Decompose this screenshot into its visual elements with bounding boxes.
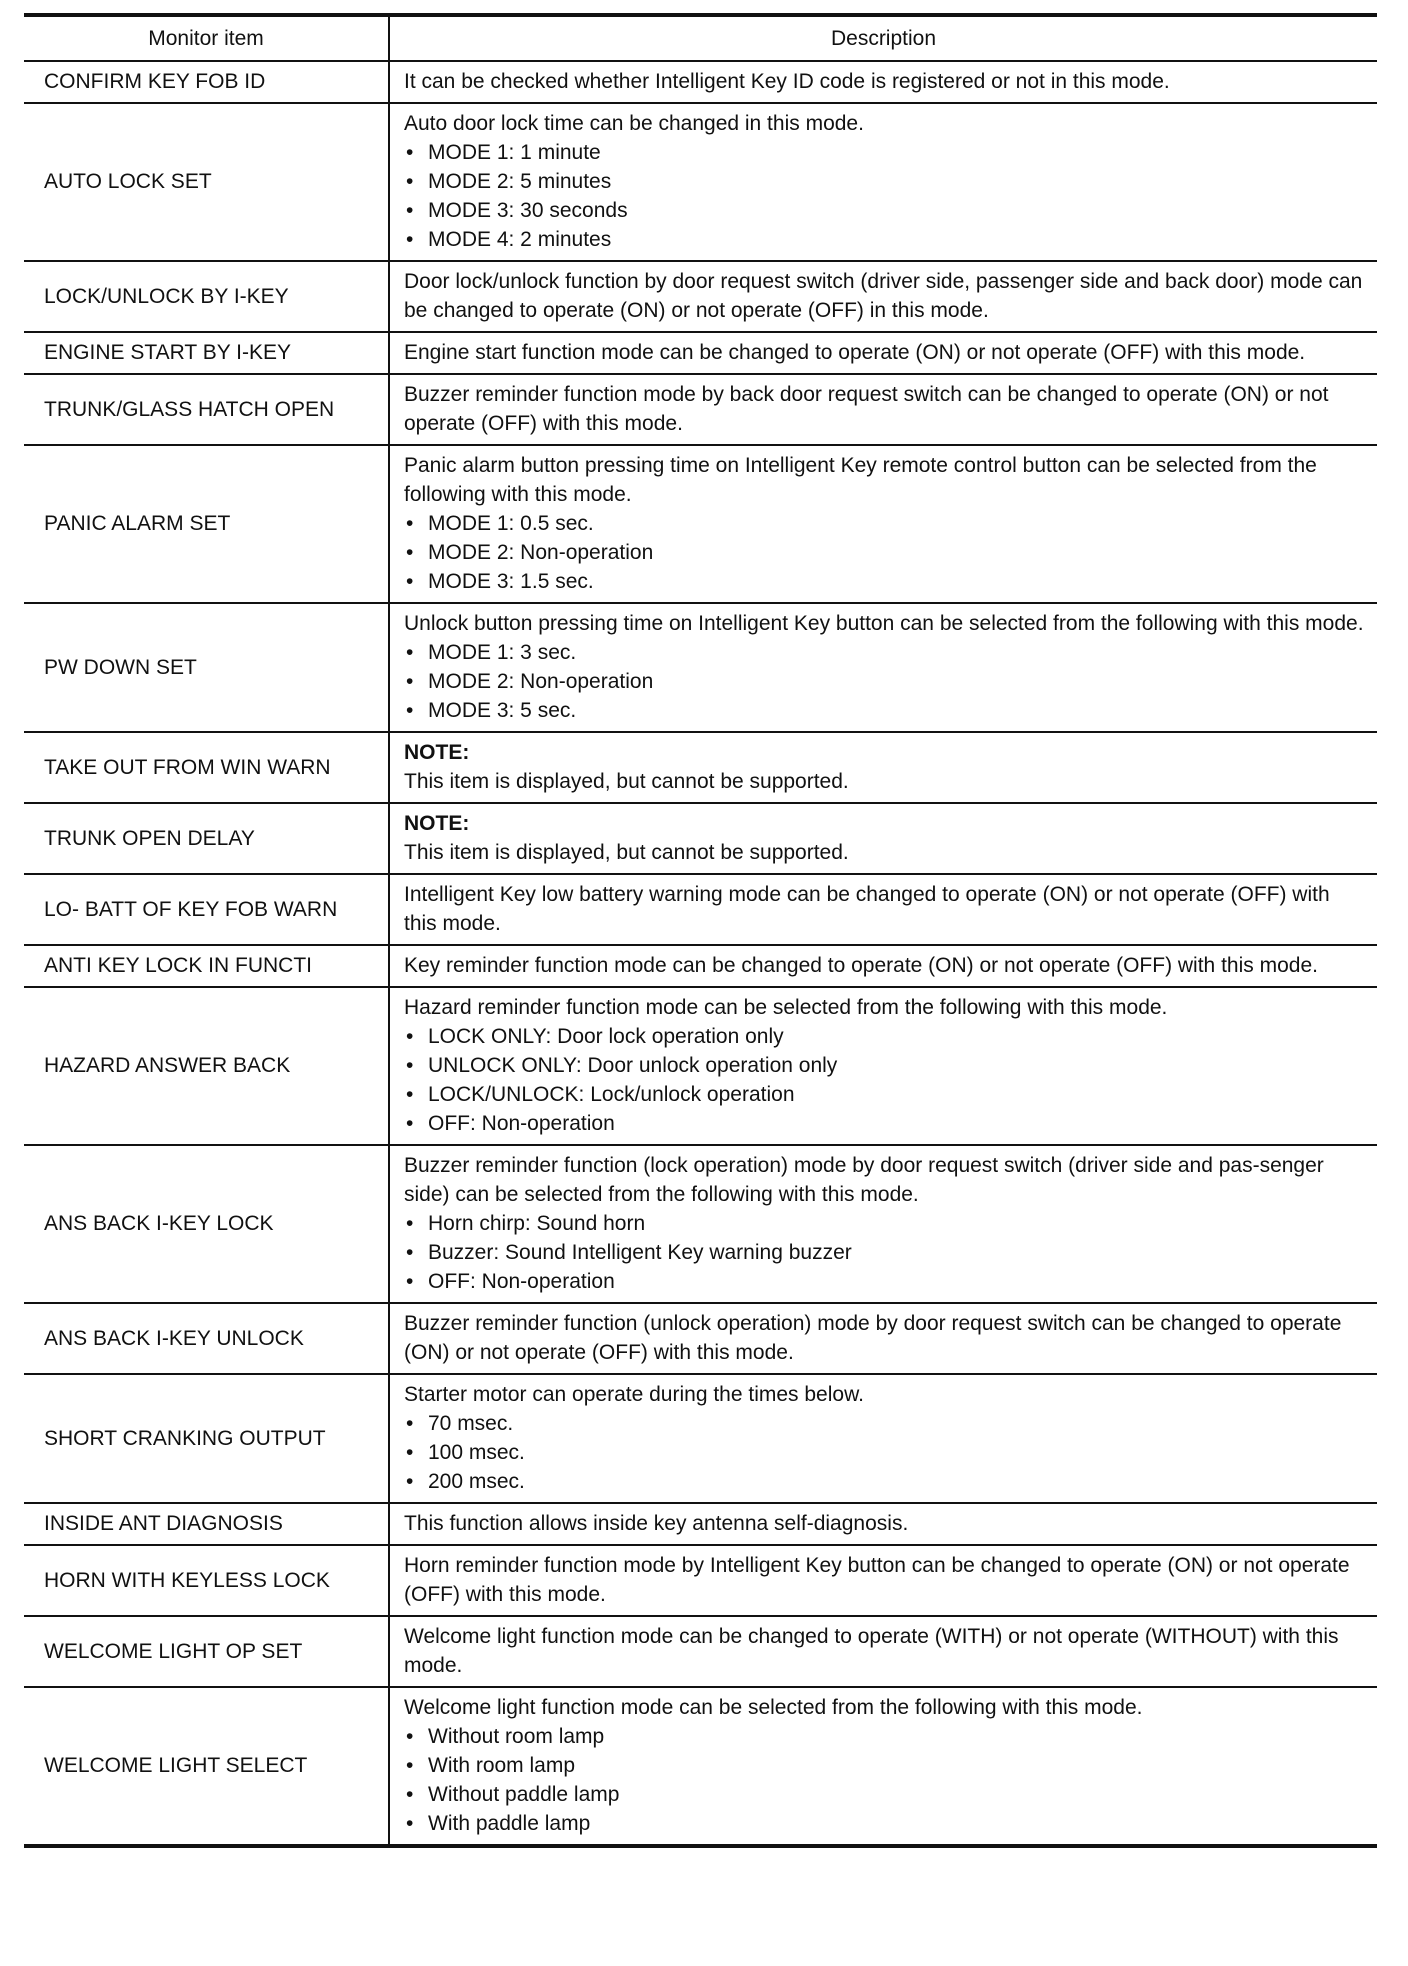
description-text: Key reminder function mode can be changed to operate (ON) or not operate (OFF) with this mode. (404, 954, 1318, 977)
description-cell (389, 261, 1377, 332)
description-cell (389, 103, 1377, 261)
table-row (24, 1303, 1377, 1374)
monitor-item-cell: SHORT CRANKING OUTPUT (24, 1374, 389, 1503)
monitor-item-cell: CONFIRM KEY FOB ID (24, 61, 389, 103)
header-description: Description (389, 15, 1377, 61)
table-row (24, 945, 1377, 987)
option-list (404, 638, 1365, 725)
option-list-item: • MODE 3: 30 seconds (404, 196, 1365, 225)
option-list-item: • With room lamp (404, 1751, 1365, 1780)
table-row (24, 732, 1377, 803)
table-row (24, 1545, 1377, 1616)
option-list-item: • MODE 2: Non-operation (404, 538, 1365, 567)
monitor-item-cell: ANTI KEY LOCK IN FUNCTI (24, 945, 389, 987)
monitor-item-cell: TRUNK/GLASS HATCH OPEN (24, 374, 389, 445)
option-list-item: • MODE 3: 5 sec. (404, 696, 1365, 725)
description-cell (389, 1374, 1377, 1503)
option-list-item: • 100 msec. (404, 1438, 1365, 1467)
monitor-item-table (24, 13, 1377, 1848)
note-heading: NOTE: (404, 741, 470, 764)
table-row (24, 1374, 1377, 1503)
description-cell (389, 1145, 1377, 1303)
option-list (404, 138, 1365, 254)
monitor-item-cell: PANIC ALARM SET (24, 445, 389, 603)
description-cell (389, 1303, 1377, 1374)
option-list-item: • Horn chirp: Sound horn (404, 1209, 1365, 1238)
note-heading: NOTE: (404, 812, 470, 835)
description-cell (389, 445, 1377, 603)
monitor-item-cell: TRUNK OPEN DELAY (24, 803, 389, 874)
description-text: Welcome light function mode can be selected from the following with this mode. (404, 1696, 1143, 1719)
description-cell (389, 803, 1377, 874)
description-text: This item is displayed, but cannot be supported. (404, 841, 849, 864)
option-list-item: • OFF: Non-operation (404, 1109, 1365, 1138)
description-text: Engine start function mode can be changed to operate (ON) or not operate (OFF) with this mode. (404, 341, 1306, 364)
description-text: Auto door lock time can be changed in this mode. (404, 112, 864, 135)
description-cell (389, 1616, 1377, 1687)
table-row (24, 261, 1377, 332)
description-cell (389, 61, 1377, 103)
table-row (24, 445, 1377, 603)
header-row (24, 15, 1377, 61)
monitor-item-cell: WELCOME LIGHT SELECT (24, 1687, 389, 1846)
table-row (24, 603, 1377, 732)
monitor-item-cell: WELCOME LIGHT OP SET (24, 1616, 389, 1687)
description-text: Panic alarm button pressing time on Intelligent Key remote control button can be selected from the following with this mode. (404, 454, 1317, 506)
option-list-item: • MODE 1: 3 sec. (404, 638, 1365, 667)
monitor-item-cell: LOCK/UNLOCK BY I-KEY (24, 261, 389, 332)
table-row (24, 61, 1377, 103)
monitor-item-cell: AUTO LOCK SET (24, 103, 389, 261)
description-text: Welcome light function mode can be changed to operate (WITH) or not operate (WITHOUT) with this mode. (404, 1625, 1339, 1677)
option-list-item: • MODE 1: 1 minute (404, 138, 1365, 167)
description-text: This item is displayed, but cannot be supported. (404, 770, 849, 793)
option-list (404, 1409, 1365, 1496)
option-list (404, 1722, 1365, 1838)
table-row (24, 103, 1377, 261)
table-row (24, 803, 1377, 874)
description-text: Unlock button pressing time on Intelligent Key button can be selected from the following with this mode. (404, 612, 1364, 635)
monitor-item-cell: HAZARD ANSWER BACK (24, 987, 389, 1145)
description-cell (389, 732, 1377, 803)
description-cell (389, 1503, 1377, 1545)
table-row (24, 987, 1377, 1145)
option-list-item: • UNLOCK ONLY: Door unlock operation only (404, 1051, 1365, 1080)
monitor-item-cell: PW DOWN SET (24, 603, 389, 732)
monitor-item-cell: ENGINE START BY I-KEY (24, 332, 389, 374)
description-cell (389, 374, 1377, 445)
description-text: This function allows inside key antenna self-diagnosis. (404, 1512, 909, 1535)
description-cell (389, 945, 1377, 987)
option-list-item: • OFF: Non-operation (404, 1267, 1365, 1296)
description-text: Door lock/unlock function by door request switch (driver side, passenger side and back door) mode can be changed to operate (ON) or not operate (OFF) in this mode. (404, 270, 1363, 322)
table-header (24, 15, 1377, 61)
option-list-item: • 200 msec. (404, 1467, 1365, 1496)
option-list (404, 1209, 1365, 1296)
option-list-item: • LOCK ONLY: Door lock operation only (404, 1022, 1365, 1051)
monitor-item-cell: LO- BATT OF KEY FOB WARN (24, 874, 389, 945)
option-list-item: • MODE 2: Non-operation (404, 667, 1365, 696)
monitor-item-cell: INSIDE ANT DIAGNOSIS (24, 1503, 389, 1545)
description-text: It can be checked whether Intelligent Key ID code is registered or not in this mode. (404, 70, 1170, 93)
table-row (24, 1687, 1377, 1846)
option-list-item: • 70 msec. (404, 1409, 1365, 1438)
monitor-item-cell: TAKE OUT FROM WIN WARN (24, 732, 389, 803)
option-list (404, 1022, 1365, 1138)
description-text: Buzzer reminder function (lock operation) mode by door request switch (driver side and pas-senger side) can be selected from the following with this mode. (404, 1154, 1324, 1206)
monitor-item-cell: ANS BACK I-KEY UNLOCK (24, 1303, 389, 1374)
option-list-item: • MODE 2: 5 minutes (404, 167, 1365, 196)
description-text: Intelligent Key low battery warning mode can be changed to operate (ON) or not operate (OFF) with this mode. (404, 883, 1330, 935)
option-list-item: • Buzzer: Sound Intelligent Key warning buzzer (404, 1238, 1365, 1267)
description-text: Buzzer reminder function (unlock operation) mode by door request switch can be changed to operate (ON) or not operate (OFF) with this mode. (404, 1312, 1342, 1364)
option-list-item: • MODE 1: 0.5 sec. (404, 509, 1365, 538)
description-cell (389, 1687, 1377, 1846)
option-list-item: • MODE 4: 2 minutes (404, 225, 1365, 254)
description-text: Starter motor can operate during the times below. (404, 1383, 864, 1406)
description-cell (389, 1545, 1377, 1616)
description-cell (389, 332, 1377, 374)
table-row (24, 374, 1377, 445)
table-row (24, 332, 1377, 374)
monitor-item-cell: ANS BACK I-KEY LOCK (24, 1145, 389, 1303)
option-list-item: • Without paddle lamp (404, 1780, 1365, 1809)
option-list-item: • Without room lamp (404, 1722, 1365, 1751)
header-monitor-item: Monitor item (24, 15, 389, 61)
table-row (24, 1503, 1377, 1545)
table-body (24, 61, 1377, 1846)
description-text: Horn reminder function mode by Intelligent Key button can be changed to operate (ON) or not operate (OFF) with this mode. (404, 1554, 1350, 1606)
monitor-item-cell: HORN WITH KEYLESS LOCK (24, 1545, 389, 1616)
option-list (404, 509, 1365, 596)
option-list-item: • With paddle lamp (404, 1809, 1365, 1838)
table-row (24, 874, 1377, 945)
description-cell (389, 874, 1377, 945)
table-row (24, 1616, 1377, 1687)
description-text: Buzzer reminder function mode by back door request switch can be changed to operate (ON) or not operate (OFF) with this mode. (404, 383, 1329, 435)
description-text: Hazard reminder function mode can be selected from the following with this mode. (404, 996, 1168, 1019)
description-cell (389, 603, 1377, 732)
description-cell (389, 987, 1377, 1145)
table-row (24, 1145, 1377, 1303)
option-list-item: • MODE 3: 1.5 sec. (404, 567, 1365, 596)
option-list-item: • LOCK/UNLOCK: Lock/unlock operation (404, 1080, 1365, 1109)
